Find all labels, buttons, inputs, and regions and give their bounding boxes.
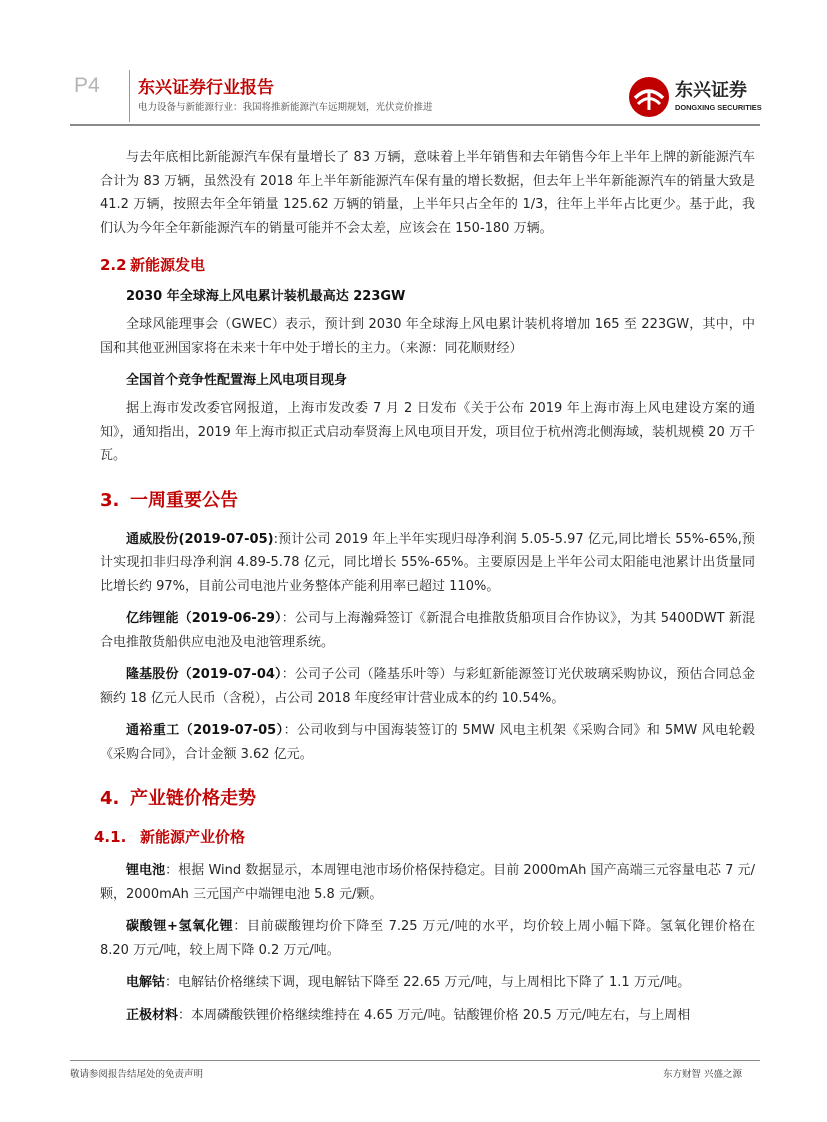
section-heading-4 bbox=[100, 784, 755, 810]
price-text: ：目前碳酸锂均价下降至 7.25 万元/吨的水平，均价较上周小幅下降。氢氧化锂价格在 8.20 万元/吨，较上周下降 0.2 万元/吨。 bbox=[100, 919, 755, 958]
announcement-company: 通裕重工（2019-07-05） bbox=[126, 723, 284, 738]
header-divider bbox=[129, 70, 130, 122]
announcement-company: 隆基股份（2019-07-04） bbox=[126, 667, 282, 682]
intro-paragraph: 与去年底相比新能源汽车保有量增长了 83 万辆，意味着上半年销售和去年销售今年上半年上牌的新能源汽车合计为 83 万辆，虽然没有 2018 年上半年新能源汽车保有量的增长数据，但去年上半年新能源汽车的销量大致是 41.2 万辆，按照去年全年销量 125.62 万辆的销量，上半年只占全年的 1/3，往年上半年占比更少。基于此，我们认为今年全年新能源汽车的销量可能并不会太差，应该会在 150-180 万辆。 bbox=[100, 150, 755, 236]
section-number: 4. bbox=[100, 788, 120, 809]
report-title: 东兴证券行业报告 bbox=[138, 78, 274, 98]
report-body bbox=[94, 146, 756, 1027]
price-text: ：电解钴价格继续下调，现电解钴下降至 22.65 万元/吨，与上周相比下降了 1.1 万元/吨。 bbox=[165, 975, 691, 990]
news-title-shanghai-wind: 全国首个竞争性配置海上风电项目现身 bbox=[126, 373, 348, 388]
logo-english-name: DONGXING SECURITIES bbox=[675, 103, 762, 112]
announcement-text: ：公司与上海瀚舜签订《新混合电推散货船项目合作协议》，为其 5400DWT 新混合电推散货船供应电池及电池管理系统。 bbox=[100, 611, 756, 650]
price-category: 正极材料 bbox=[126, 1007, 179, 1023]
price-category: 碳酸锂+氢氧化锂 bbox=[126, 919, 234, 934]
announcement-text: ：公司收到与中国海装签订的 5MW 风电主机架《采购合同》和 5MW 风电轮毂《采购合同》，合计金额 3.62 亿元。 bbox=[100, 723, 756, 762]
announcement-company: 通威股份(2019-07-05) bbox=[126, 531, 274, 547]
page-header bbox=[0, 0, 827, 130]
price-category: 锂电池 bbox=[126, 863, 166, 878]
section-heading-4-1 bbox=[94, 826, 755, 847]
section-title: 产业链价格走势 bbox=[130, 788, 256, 809]
price-item bbox=[100, 915, 755, 962]
price-category: 电解钴 bbox=[126, 975, 166, 990]
announcement-item bbox=[100, 663, 755, 710]
news-title-offshore-wind: 2030 年全球海上风电累计装机最高达 223GW bbox=[126, 289, 406, 304]
section-title: 新能源发电 bbox=[130, 256, 206, 274]
news-text-shanghai-wind: 据上海市发改委官网报道，上海市发改委 7 月 2 日发布《关于公布 2019 年上海市海上风电建设方案的通知》，通知指出，2019 年上海市拟正式启动奉贤海上风电项目开发，项目位于杭州湾北侧海域，装机规模 20 万千瓦。 bbox=[100, 401, 755, 463]
announcement-item bbox=[100, 528, 755, 599]
page-number: P4 bbox=[74, 74, 100, 97]
section-title: 新能源产业价格 bbox=[140, 828, 246, 846]
announcement-text: :预计公司 2019 年上半年实现归母净利润 5.05-5.97 亿元,同比增长 55%-65%,预计实现扣非归母净利润 4.89-5.78 亿元，同比增长 55%-65%。主要原因是上半年公司太阳能电池累计出货量同比增长约 97%，目前公司电池片业务整体产能利用率已超过 110%。 bbox=[100, 531, 756, 594]
section-number: 2.2 bbox=[100, 256, 127, 274]
section-heading-3 bbox=[100, 486, 755, 512]
announcement-company: 亿纬锂能（2019-06-29） bbox=[126, 611, 282, 626]
company-logo bbox=[628, 76, 762, 118]
price-text: ：本周磷酸铁锂价格继续维持在 4.65 万元/吨。钴酸锂价格 20.5 万元/吨左右，与上周相 bbox=[178, 1007, 691, 1023]
announcement-item bbox=[100, 719, 755, 766]
announcement-text: ：公司子公司（隆基乐叶等）与彩虹新能源签订光伏玻璃采购协议，预估合同总金额约 18 亿元人民币（含税），占公司 2018 年度经审计营业成本的约 10.54%。 bbox=[100, 667, 755, 706]
header-rule bbox=[70, 124, 760, 126]
section-title: 一周重要公告 bbox=[130, 489, 238, 511]
footer-rule bbox=[70, 1060, 760, 1061]
logo-mark-icon bbox=[628, 76, 670, 118]
report-subtitle: 电力设备与新能源行业：我国将推新能源汽车远期规划，光伏竞价推进 bbox=[138, 102, 433, 113]
price-text: ：根据 Wind 数据显示，本周锂电池市场价格保持稳定。目前 2000mAh 国产高端三元容量电芯 7 元/颗，2000mAh 三元国产中端锂电池 5.8 元/颗。 bbox=[100, 863, 755, 902]
announcement-item bbox=[100, 607, 755, 654]
price-item bbox=[100, 1004, 755, 1028]
price-item bbox=[100, 859, 755, 906]
news-text-offshore-wind: 全球风能理事会（GWEC）表示，预计到 2030 年全球海上风电累计装机将增加 165 至 223GW，其中，中国和其他亚洲国家将在未来十年中处于增长的主力。（来源：同花顺财经） bbox=[100, 317, 755, 356]
footer-disclaimer: 敬请参阅报告结尾处的免责声明 bbox=[70, 1069, 204, 1080]
section-number: 3. bbox=[100, 489, 120, 511]
logo-chinese-name: 东兴证券 bbox=[675, 80, 747, 101]
price-item bbox=[100, 971, 755, 995]
section-number: 4.1. bbox=[94, 828, 127, 846]
section-heading-2-2 bbox=[100, 254, 755, 275]
footer-slogan: 东方财智 兴盛之源 bbox=[663, 1069, 743, 1080]
